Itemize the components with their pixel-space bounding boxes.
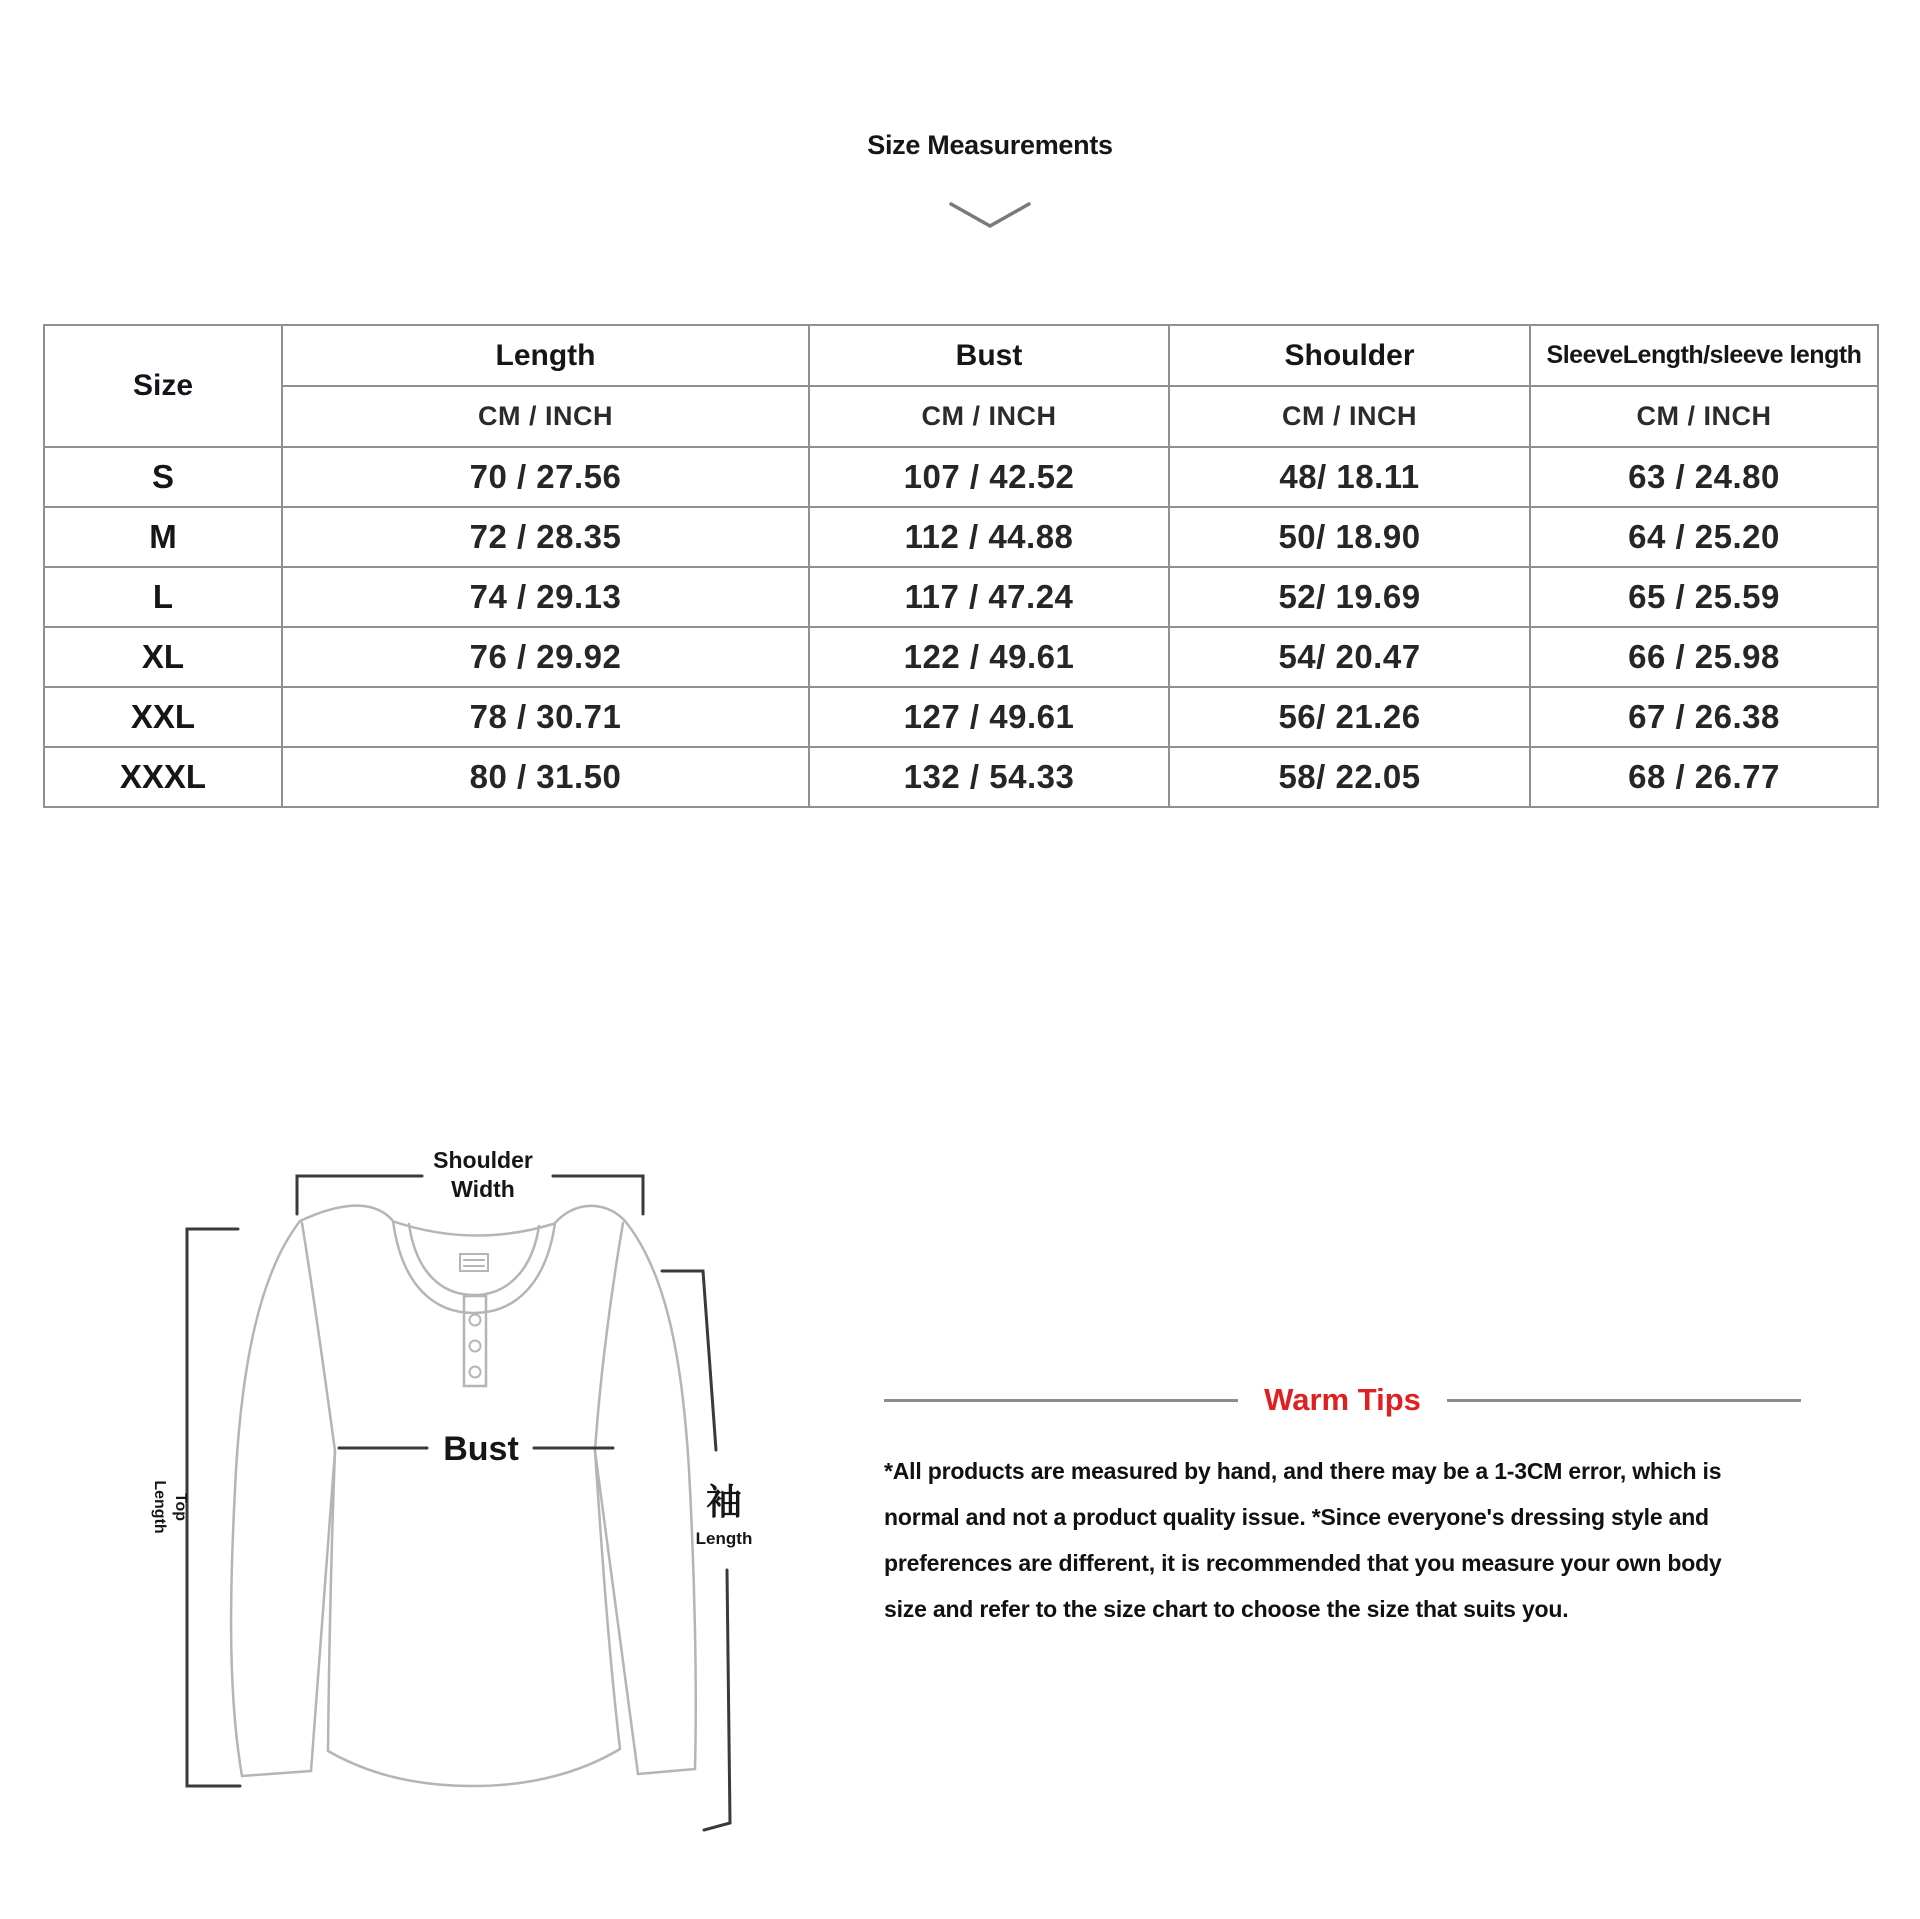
col-header-size: Size xyxy=(44,325,282,447)
cell-bust: 132 / 54.33 xyxy=(809,747,1169,807)
sleeve-length-bracket-lower xyxy=(704,1570,730,1830)
shoulder-width-bracket-left xyxy=(297,1176,422,1214)
cell-length: 70 / 27.56 xyxy=(282,447,809,507)
warm-tips-text-line: size and refer to the size chart to choose the size that suits you. xyxy=(884,1596,1569,1622)
cell-size: XXL xyxy=(44,687,282,747)
table-header-row xyxy=(44,325,1878,386)
chevron-down-icon[interactable] xyxy=(948,200,1032,235)
shirt-outline xyxy=(231,1206,696,1786)
cell-bust: 117 / 47.24 xyxy=(809,567,1169,627)
col-header-bust: Bust xyxy=(809,325,1169,386)
warm-tips-header xyxy=(884,1382,1801,1418)
shoulder-width-bracket-right xyxy=(553,1176,643,1214)
shoulder-width-label-line2: Width xyxy=(451,1176,515,1202)
top-length-label-line2: Length xyxy=(151,1480,168,1534)
cell-bust: 107 / 42.52 xyxy=(809,447,1169,507)
unit-label: CM / INCH xyxy=(1530,386,1878,447)
cell-shoulder: 48/ 18.11 xyxy=(1169,447,1530,507)
divider-line-right xyxy=(1447,1399,1801,1402)
shoulder-width-label-line1: Shoulder xyxy=(433,1147,533,1173)
unit-label: CM / INCH xyxy=(282,386,809,447)
table-unit-row xyxy=(44,386,1878,447)
warm-tips-text xyxy=(884,1448,1804,1632)
col-header-sleeve-length: SleeveLength/sleeve length xyxy=(1530,325,1878,386)
warm-tips-text-line: normal and not a product quality issue. *Since everyone's dressing style and xyxy=(884,1504,1709,1530)
warm-tips-text-line: preferences are different, it is recommended that you measure your own body xyxy=(884,1550,1722,1576)
cell-shoulder: 58/ 22.05 xyxy=(1169,747,1530,807)
top-length-label-line1: Top xyxy=(172,1492,189,1522)
table-row xyxy=(44,687,1878,747)
warm-tips-title: Warm Tips xyxy=(1264,1382,1421,1417)
cell-sleeve: 65 / 25.59 xyxy=(1530,567,1878,627)
cell-length: 76 / 29.92 xyxy=(282,627,809,687)
sleeve-label-en: Length xyxy=(695,1529,753,1548)
cell-length: 72 / 28.35 xyxy=(282,507,809,567)
page-title: Size Measurements xyxy=(867,130,1113,160)
cell-sleeve: 66 / 25.98 xyxy=(1530,627,1878,687)
table-row xyxy=(44,507,1878,567)
bust-label: Bust xyxy=(443,1430,519,1468)
cell-length: 78 / 30.71 xyxy=(282,687,809,747)
cell-size: M xyxy=(44,507,282,567)
cell-sleeve: 63 / 24.80 xyxy=(1530,447,1878,507)
cell-size: L xyxy=(44,567,282,627)
cell-length: 80 / 31.50 xyxy=(282,747,809,807)
table-row xyxy=(44,567,1878,627)
cell-size: S xyxy=(44,447,282,507)
size-measurements-table xyxy=(43,324,1879,808)
cell-bust: 122 / 49.61 xyxy=(809,627,1169,687)
measurement-brackets xyxy=(187,1176,730,1830)
cell-bust: 127 / 49.61 xyxy=(809,687,1169,747)
cell-bust: 112 / 44.88 xyxy=(809,507,1169,567)
table-row xyxy=(44,447,1878,507)
sleeve-length-bracket-upper xyxy=(662,1271,716,1450)
unit-label: CM / INCH xyxy=(1169,386,1530,447)
col-header-length: Length xyxy=(282,325,809,386)
col-header-shoulder: Shoulder xyxy=(1169,325,1530,386)
table-row xyxy=(44,747,1878,807)
cell-sleeve: 68 / 26.77 xyxy=(1530,747,1878,807)
cell-shoulder: 52/ 19.69 xyxy=(1169,567,1530,627)
warm-tips-text-line: *All products are measured by hand, and there may be a 1-3CM error, which is xyxy=(884,1458,1722,1484)
shirt-measurement-diagram xyxy=(130,1110,760,1850)
table-row xyxy=(44,627,1878,687)
sleeve-label-cn: 袖 xyxy=(705,1481,743,1522)
cell-sleeve: 67 / 26.38 xyxy=(1530,687,1878,747)
cell-length: 74 / 29.13 xyxy=(282,567,809,627)
unit-label: CM / INCH xyxy=(809,386,1169,447)
cell-shoulder: 56/ 21.26 xyxy=(1169,687,1530,747)
top-length-bracket xyxy=(187,1229,240,1786)
cell-shoulder: 50/ 18.90 xyxy=(1169,507,1530,567)
divider-line-left xyxy=(884,1399,1238,1402)
cell-shoulder: 54/ 20.47 xyxy=(1169,627,1530,687)
cell-size: XL xyxy=(44,627,282,687)
cell-sleeve: 64 / 25.20 xyxy=(1530,507,1878,567)
cell-size: XXXL xyxy=(44,747,282,807)
